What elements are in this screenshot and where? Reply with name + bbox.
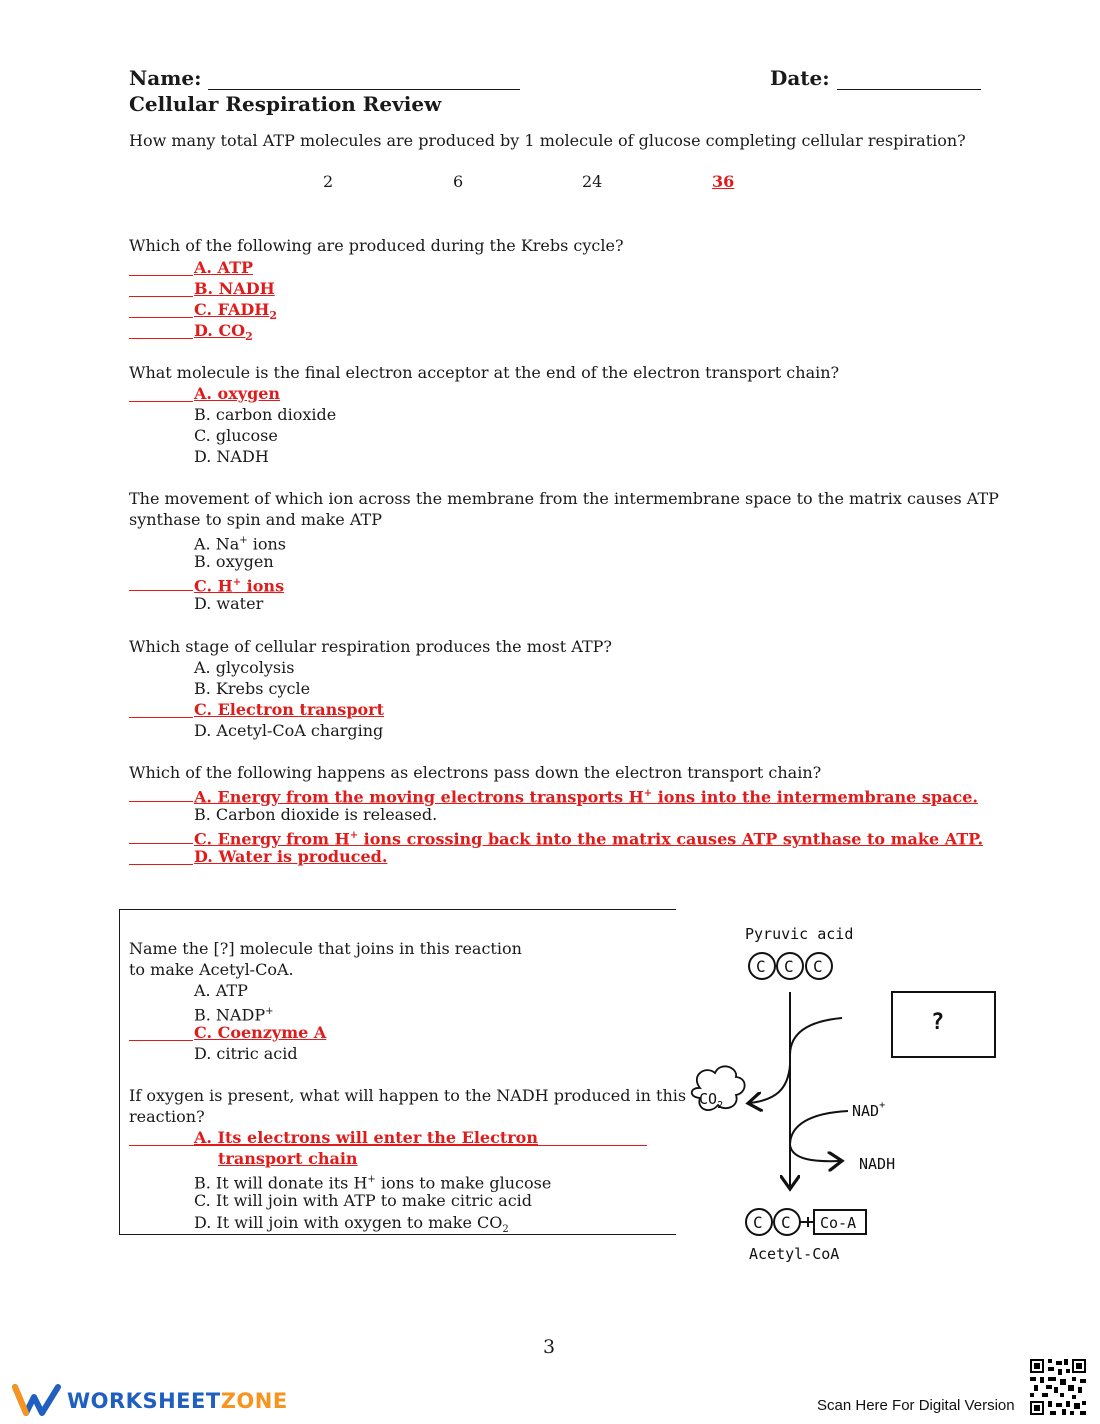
q5-answer-line (129, 717, 193, 718)
q2-option-d-text: D. CO (194, 321, 246, 340)
q2-option-a[interactable]: A. ATP (194, 258, 254, 277)
worksheetzone-logo-icon (12, 1383, 62, 1417)
q1-choice-24[interactable]: 24 (582, 172, 603, 191)
name-field[interactable] (129, 66, 520, 90)
q8-option-b-post: ions to make glucose (375, 1173, 552, 1193)
q6-option-c-pre: C. Energy from H (194, 829, 350, 849)
q5-option-a[interactable]: A. glycolysis (194, 658, 295, 677)
q3-option-d[interactable]: D. NADH (194, 447, 269, 466)
co2-release-arrow (750, 1065, 790, 1103)
date-field[interactable] (770, 66, 981, 90)
q2-answer-line-d (129, 338, 193, 339)
worksheetzone-wordmark (67, 1389, 288, 1413)
q6-option-c-post: ions crossing back into the matrix causes ATP synthase to make ATP. (358, 829, 984, 849)
q3-answer-line (129, 401, 193, 402)
q4-option-a-ions: ions (247, 534, 287, 554)
q2-answer-line-a (129, 275, 193, 276)
q3-option-a[interactable]: A. oxygen (194, 384, 281, 403)
q8-option-a-line1: A. Its electrons will enter the Electron (194, 1128, 538, 1147)
name-label: Name: (129, 66, 202, 90)
q5-option-c[interactable]: C. Electron transport (194, 700, 384, 719)
q6-option-a-sup: + (643, 788, 653, 799)
q2-answer-line-b (129, 296, 193, 297)
q6-option-d[interactable]: D. Water is produced. (194, 847, 388, 866)
q4-answer-line (129, 590, 193, 591)
q2-option-d[interactable] (194, 320, 253, 347)
q2-option-d-sub: 2 (245, 330, 253, 344)
question-2-text: Which of the following are produced during the Krebs cycle? (129, 236, 624, 255)
q6-option-c-sup: + (349, 830, 359, 841)
q4-option-b[interactable]: B. oxygen (194, 552, 274, 571)
q6-option-b[interactable]: B. Carbon dioxide is released. (194, 805, 438, 824)
acetyl-carbon-1 (746, 1209, 772, 1235)
q1-choice-2[interactable]: 2 (323, 172, 334, 191)
coa-bond (800, 1217, 814, 1227)
q7-option-c[interactable]: C. Coenzyme A (194, 1023, 327, 1042)
q6-answer-line-c (129, 843, 193, 844)
q2-option-c-text: C. FADH (194, 300, 270, 319)
page-number: 3 (543, 1336, 556, 1358)
pyruvic-carbon-2-label: C (784, 957, 794, 976)
acetyl-carbon-2 (774, 1209, 800, 1235)
date-label: Date: (770, 66, 830, 90)
q7-option-d[interactable]: D. citric acid (194, 1044, 298, 1063)
pyruvic-carbon-3 (806, 953, 832, 979)
question-1-text: How many total ATP molecules are produced by 1 molecule of glucose completing cellular respiration? (129, 131, 966, 150)
q5-option-b[interactable]: B. Krebs cycle (194, 679, 311, 698)
acetyl-carbon-1-label: C (753, 1213, 763, 1232)
q6-answer-line-a (129, 801, 193, 802)
pyruvic-carbon-2 (777, 953, 803, 979)
pyruvic-carbon-3-label: C (813, 957, 823, 976)
q1-choice-36-correct[interactable]: 36 (712, 172, 735, 191)
q4-option-c-ions: ions (241, 576, 285, 596)
brand-part-a: WORKSHEET (67, 1389, 221, 1413)
acetyl-carbon-2-label: C (781, 1213, 791, 1232)
q4-option-c-text: C. H (194, 576, 233, 596)
q1-choice-6[interactable]: 6 (453, 172, 464, 191)
name-blank-line[interactable] (208, 69, 520, 90)
q8-option-c[interactable]: C. It will join with ATP to make citric acid (194, 1191, 533, 1210)
acetyl-coa-formation-diagram (680, 915, 1010, 1275)
question-4-text-line1: The movement of which ion across the membrane from the intermembrane space to the matrix causes ATP (129, 489, 999, 508)
question-8-text-line2: reaction? (129, 1107, 205, 1126)
pyruvic-acid-label: Pyruvic acid (745, 925, 854, 943)
unknown-molecule-label: ? (931, 1010, 945, 1035)
coa-label: Co-A (820, 1214, 857, 1232)
q6-option-a-post: ions into the intermembrane space. (652, 787, 978, 807)
q6-option-a-pre: A. Energy from the moving electrons transports H (194, 787, 644, 807)
qr-code-icon[interactable] (1030, 1359, 1086, 1415)
q8-option-d[interactable] (194, 1212, 509, 1240)
question-7-text-line1: Name the [?] molecule that joins in this reaction (129, 939, 522, 958)
q7-answer-line (129, 1040, 193, 1041)
nad-to-nadh-arrow (790, 1111, 848, 1161)
q3-option-c[interactable]: C. glucose (194, 426, 278, 445)
pyruvic-carbon-1 (749, 953, 775, 979)
q8-option-b-sup: + (367, 1174, 376, 1185)
unknown-input-curve (790, 1018, 842, 1055)
q8-option-d-sub: 2 (502, 1224, 509, 1236)
co2-label: $CO_2$ (699, 1090, 724, 1111)
brand-part-b: ZONE (220, 1389, 288, 1413)
pyruvic-carbon-1-label: C (756, 957, 766, 976)
q4-option-a-text: A. Na (194, 534, 240, 554)
q4-option-d[interactable]: D. water (194, 594, 264, 613)
q6-answer-line-d (129, 864, 193, 865)
q2-option-c-sub: 2 (269, 309, 278, 323)
q3-option-b[interactable]: B. carbon dioxide (194, 405, 337, 424)
question-8-text-line1: If oxygen is present, what will happen to the NADH produced in this (129, 1086, 687, 1105)
nadh-label: NADH (859, 1155, 896, 1173)
question-6-text: Which of the following happens as electrons pass down the electron transport chain? (129, 763, 822, 782)
q8-option-d-text: D. It will join with oxygen to make CO (194, 1213, 503, 1232)
question-4-text-line2: synthase to spin and make ATP (129, 510, 382, 529)
worksheet-title: Cellular Respiration Review (129, 92, 442, 116)
q7-option-a[interactable]: A. ATP (194, 981, 248, 1000)
nad-label: NAD+ (852, 1100, 886, 1120)
q8-option-a[interactable] (194, 1127, 538, 1148)
question-7-text-line2: to make Acetyl-CoA. (129, 960, 294, 979)
q2-option-b[interactable]: B. NADH (194, 279, 275, 298)
q7-option-b-text: B. NADP (194, 1005, 266, 1025)
q2-answer-line-c (129, 317, 193, 318)
date-blank-line[interactable] (837, 69, 981, 90)
question-5-text: Which stage of cellular respiration produces the most ATP? (129, 637, 612, 656)
q7-option-b-sup: + (265, 1006, 274, 1017)
acetyl-coa-label: Acetyl-CoA (749, 1245, 840, 1263)
q8-option-b-pre: B. It will donate its H (194, 1173, 368, 1193)
q5-option-d[interactable]: D. Acetyl-CoA charging (194, 721, 384, 740)
q4-option-a-sup: + (239, 535, 248, 546)
question-3-text: What molecule is the final electron acceptor at the end of the electron transport chain? (129, 363, 840, 382)
scan-digital-version-text: Scan Here For Digital Version (817, 1397, 1015, 1414)
q8-option-a-line2[interactable]: transport chain (218, 1149, 358, 1168)
q4-option-c-sup: + (232, 577, 242, 588)
